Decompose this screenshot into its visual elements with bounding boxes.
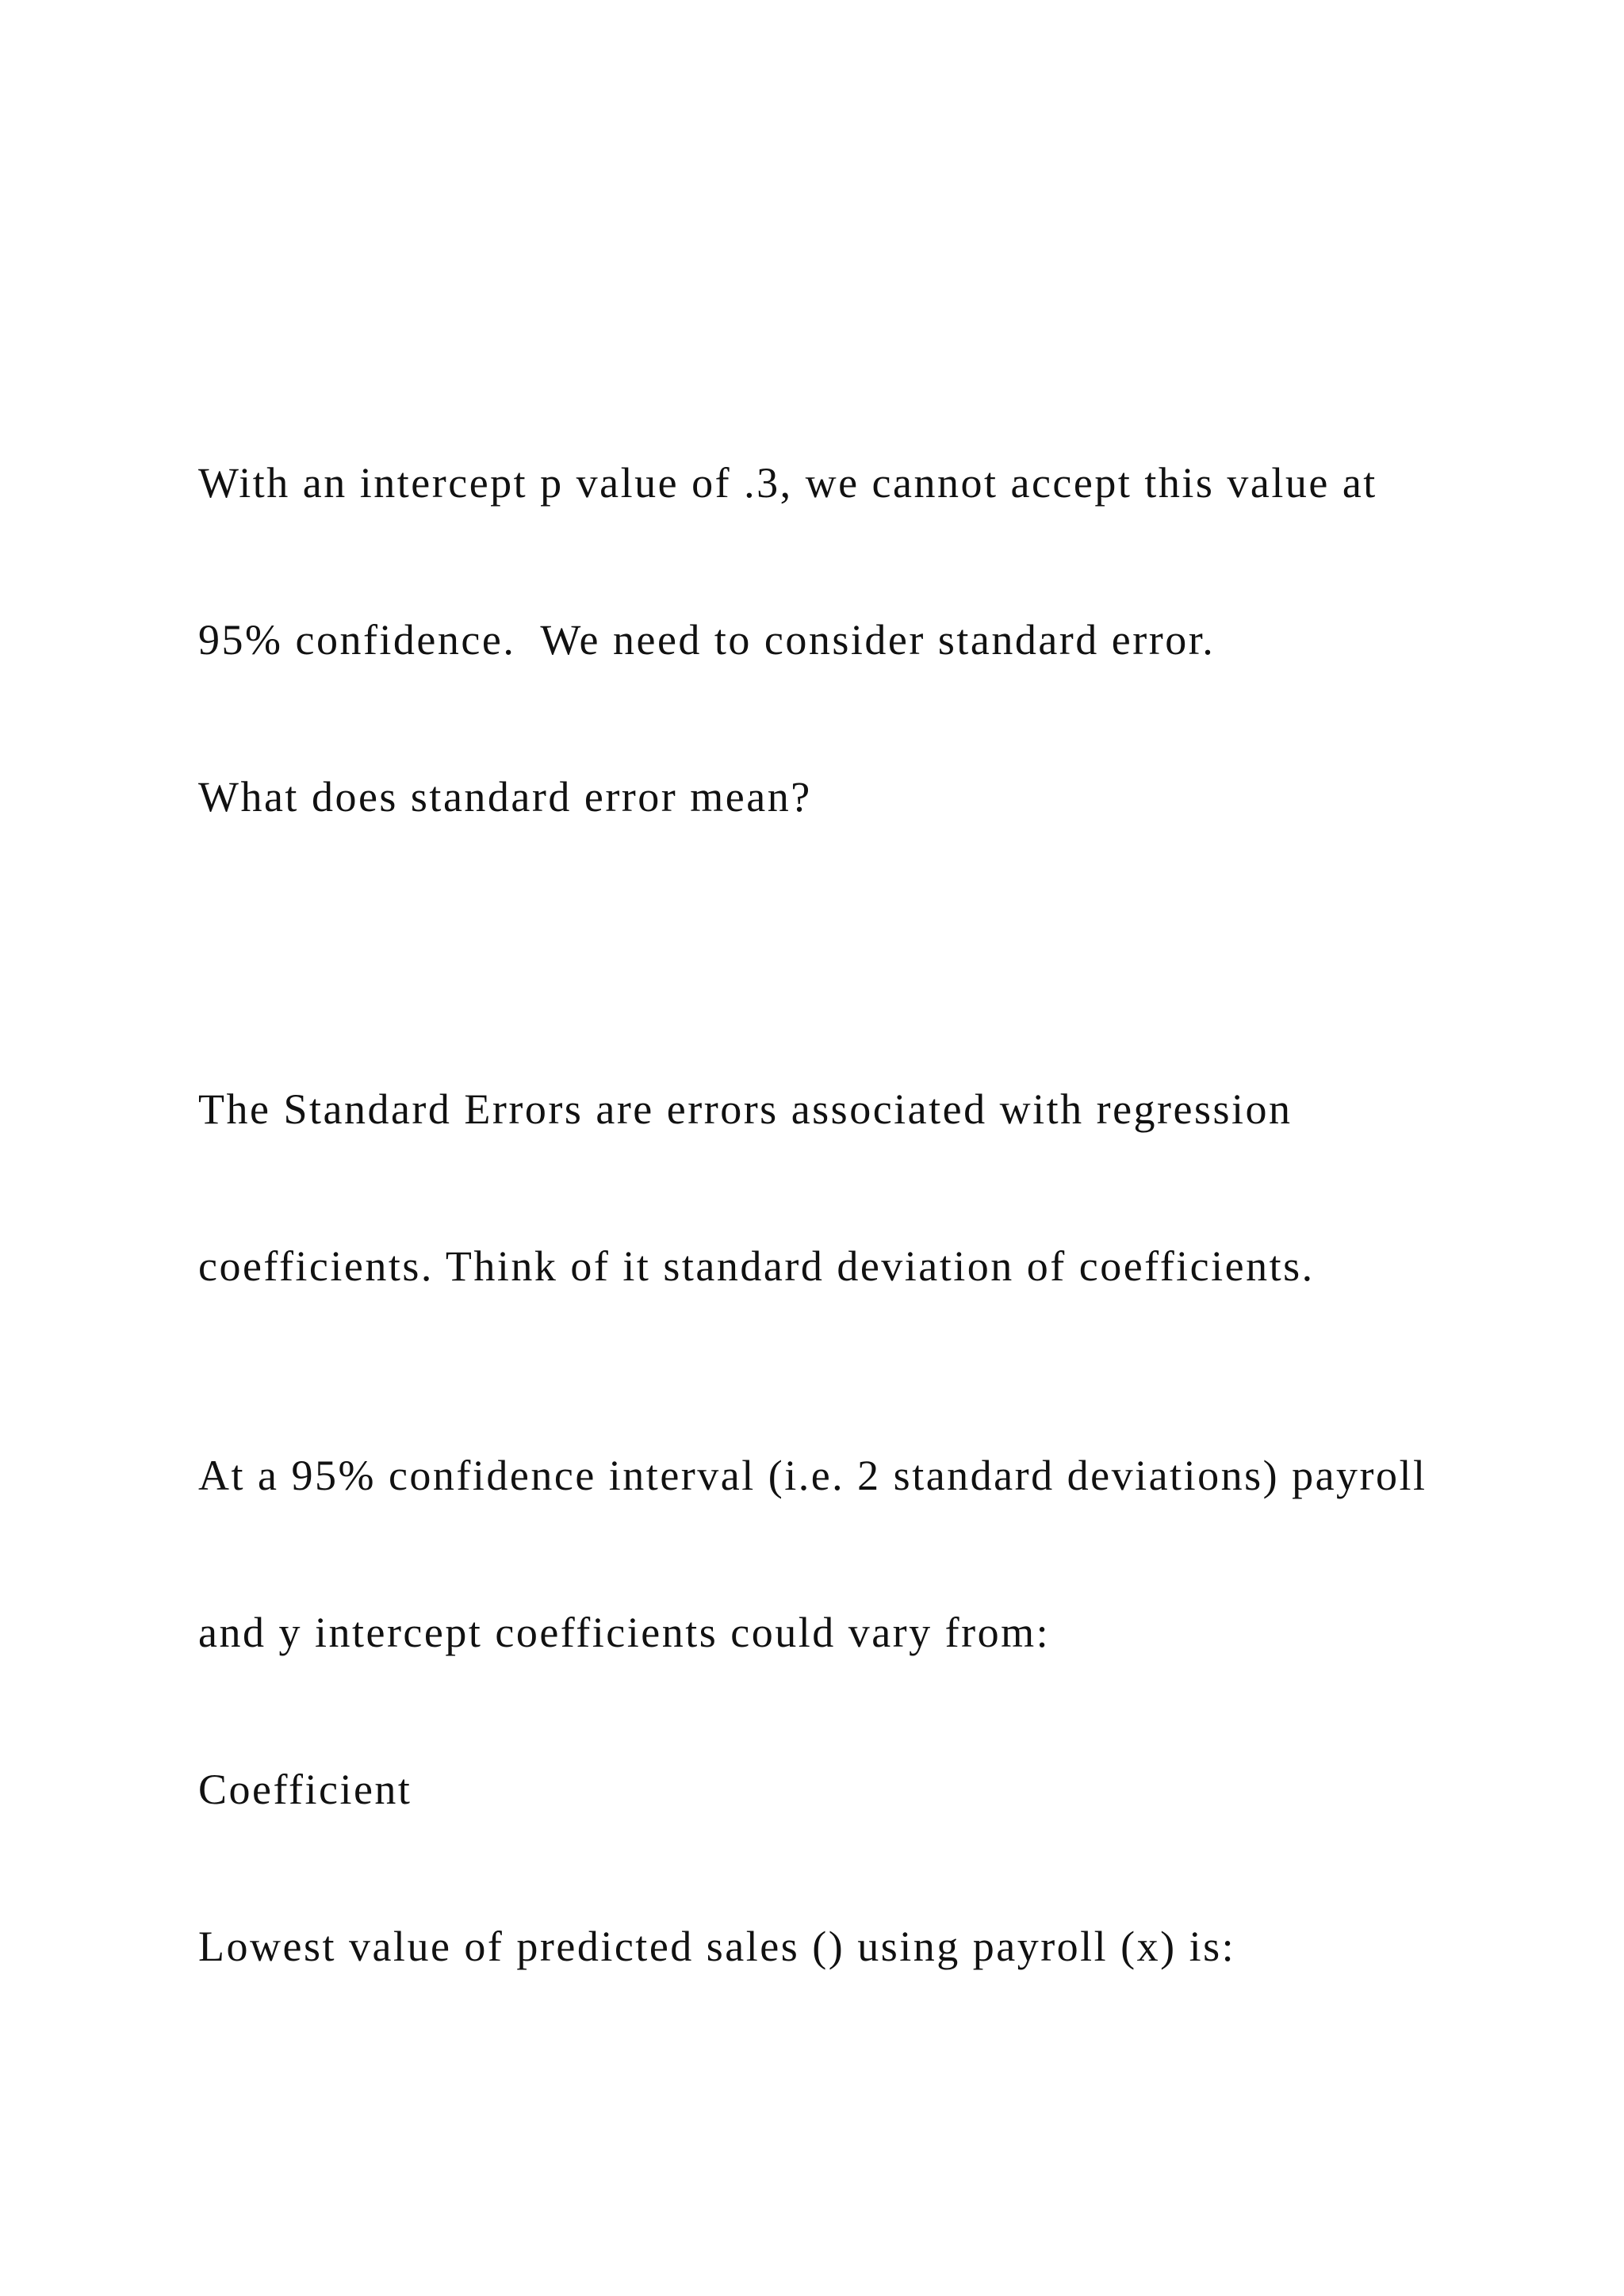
text-line: What does standard error mean? <box>198 773 812 821</box>
text-line: coefficients. Think of it standard deviation of coefficients. <box>198 1242 1315 1290</box>
paragraph-standard-error-question <box>198 666 1546 928</box>
text-line: With an intercept p value of .3, we cannot accept this value at <box>198 459 1377 507</box>
text-line: Lowest value of predicted sales () using payroll (x) is: <box>198 1923 1236 1970</box>
text-line: Coefficient <box>198 1766 412 1813</box>
paragraph-standard-error-definition <box>198 978 1546 1397</box>
paragraph-lowest-predicted-sales <box>198 1816 1546 2077</box>
text-line: The Standard Errors are errors associated with regression <box>198 1085 1293 1133</box>
text-line: and y intercept coefficients could vary from: <box>198 1609 1051 1656</box>
text-line: At a 95% confidence interval (i.e. 2 standard deviations) payroll <box>198 1452 1427 1499</box>
text-line: 95% confidence. We need to consider standard error. <box>198 616 1216 664</box>
